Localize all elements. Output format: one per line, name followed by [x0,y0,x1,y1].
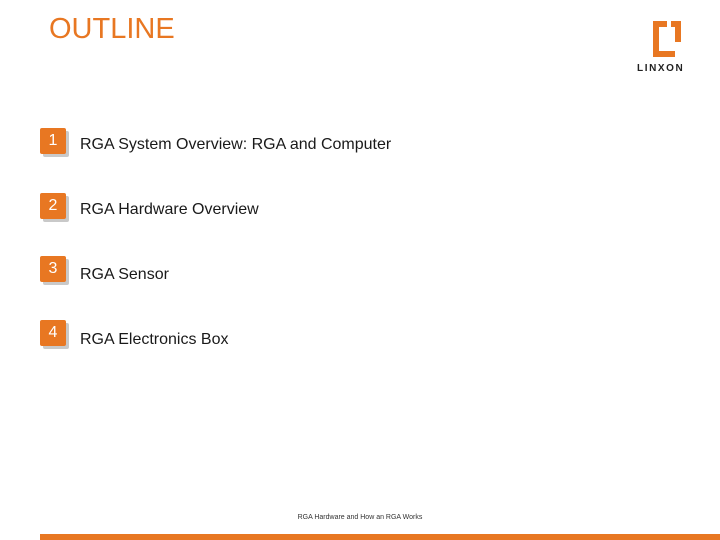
slide-title: OUTLINE [49,13,175,45]
outline-item-label: RGA System Overview: RGA and Computer [80,136,392,153]
number-badge-text: 4 [48,324,58,341]
outline-item-2 [40,193,640,225]
logo-wordmark: LINXON [637,63,685,74]
number-badge [40,256,72,288]
slide-footer: RGA Hardware and How an RGA Works [297,514,423,521]
number-badge [40,193,72,225]
outline-item-label: RGA Sensor [80,266,169,283]
outline-item-4 [40,320,640,352]
outline-item-label: RGA Hardware Overview [80,201,259,218]
number-badge [40,320,72,352]
outline-item-3 [40,256,640,288]
company-logo [636,18,696,76]
outline-item-label: RGA Electronics Box [80,331,229,348]
bracket-logo-icon [651,18,683,60]
outline-item-1 [40,128,640,160]
footer-accent-bar [40,534,720,540]
number-badge [40,128,72,160]
number-badge-text: 3 [48,260,58,277]
number-badge-text: 2 [48,197,58,214]
number-badge-text: 1 [48,132,58,149]
